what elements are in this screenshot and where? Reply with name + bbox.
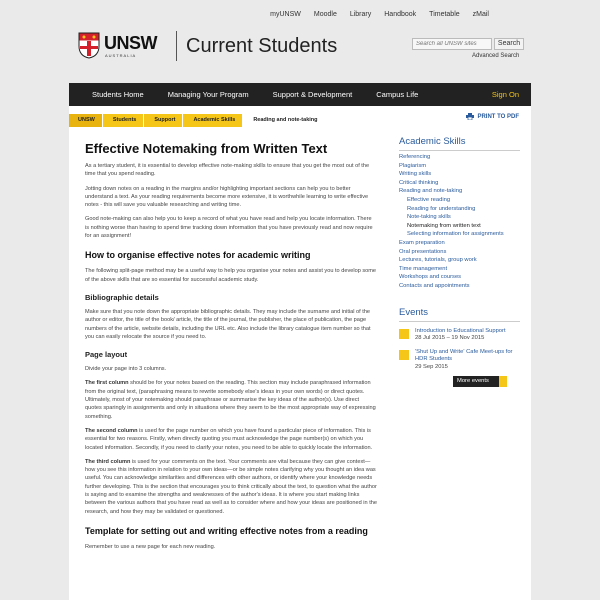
- sidebar-item-critical-thinking[interactable]: Critical thinking: [399, 179, 439, 186]
- event-item: [399, 349, 520, 372]
- event-title[interactable]: 'Shut Up and Write' Cafe Meet-ups for HDR Students: [415, 348, 513, 362]
- breadcrumb-current: Reading and note-taking: [243, 114, 324, 127]
- header-divider: [176, 31, 177, 61]
- intro-paragraph-2: Jotting down notes on a reading in the margins and/or highlighting important sections can help you to better understand a text. As your reading requirements become more extensive, it is worthwhile learning to write effective notes - this will save you valuable researching and writing time.: [85, 185, 369, 209]
- breadcrumb-academic-skills[interactable]: Academic Skills: [183, 114, 242, 127]
- sidebar-item-note-taking-skills[interactable]: Note-taking skills: [407, 214, 451, 221]
- site-title[interactable]: Current Students: [186, 35, 338, 57]
- first-column-paragraph: [85, 379, 377, 420]
- event-arrow-icon: [399, 329, 409, 339]
- sidebar-item-writing-skills[interactable]: Writing skills: [399, 171, 432, 178]
- printer-icon: [466, 113, 474, 120]
- sidebar-item-selecting-info[interactable]: Selecting information for assignments: [407, 231, 504, 238]
- template-paragraph: Remember to use a new page for each new reading.: [85, 543, 216, 550]
- sidebar-item-notemaking-written[interactable]: Notemaking from written text: [407, 222, 481, 229]
- search-input[interactable]: [412, 38, 492, 50]
- sidebar-item-lectures[interactable]: Lectures, tutorials, group work: [399, 257, 477, 264]
- page-body: [69, 106, 531, 600]
- second-column-paragraph: [85, 427, 377, 452]
- more-events-button[interactable]: More events: [453, 376, 507, 387]
- breadcrumb-students[interactable]: Students: [103, 114, 144, 127]
- main-content: [85, 136, 377, 551]
- sidebar-item-workshops[interactable]: Workshops and courses: [399, 274, 462, 281]
- search-button[interactable]: Search: [494, 38, 524, 50]
- toplink-handbook[interactable]: Handbook: [384, 11, 417, 18]
- nav-managing-program[interactable]: Managing Your Program: [167, 90, 249, 99]
- sidebar-title[interactable]: Academic Skills: [399, 136, 520, 151]
- second-column-text: is used for the page number on which you have found a particular piece of information. This is essential for two reasons. Firstly, when directly quoting you must acknowledge the page number(s) on which you located information. Secondly, if you need to clarify your notes, you need to be able to quickly locate the information.: [85, 427, 373, 451]
- third-column-text: is used for your comments on the text. Your comments are vital because they can give context—how you see this information in relation to your own ideas—or be simple notes clarifying why you thought an idea was useful. You can acknowledge similarities and differences with other authors, or identify where your knowledge needs further developing. This is the section that encourages you to think critically about the text, to question what the author is saying and to examine the strengths and weaknesses of the author's ideas. It is where you start making links between the various authors that you have read as well as to consider where and how your ideas are positioned in the research, and how they may be validated or questioned.: [85, 458, 377, 515]
- toplink-library[interactable]: Library: [349, 11, 372, 18]
- site-header: [72, 28, 530, 73]
- sidebar-nav: [399, 153, 520, 291]
- breadcrumb: [69, 114, 326, 127]
- events-title: Events: [399, 307, 520, 322]
- sidebar: [399, 136, 520, 387]
- intro-paragraph-1: As a tertiary student, it is essential to develop effective note-making skills to ensure that you get the most out of the time that you spend reading.: [85, 163, 370, 178]
- heading-how-to-organise: How to organise effective notes for academic writing: [85, 250, 311, 261]
- event-title[interactable]: Introduction to Educational Support: [415, 327, 506, 334]
- page-title: Effective Notemaking from Written Text: [85, 141, 328, 156]
- nav-campus-life[interactable]: Campus Life: [376, 90, 419, 99]
- layout-intro: Divide your page into 3 columns.: [85, 366, 167, 373]
- sign-on-link[interactable]: Sign On: [491, 90, 519, 99]
- nav-support-development[interactable]: Support & Development: [272, 90, 353, 99]
- toplink-zmail[interactable]: zMail: [472, 11, 489, 18]
- toplink-moodle[interactable]: Moodle: [313, 11, 337, 18]
- sidebar-item-reading-note-taking[interactable]: Reading and note-taking: [399, 188, 463, 195]
- second-column-label: The second column: [85, 427, 138, 434]
- utility-links: [257, 11, 489, 18]
- first-column-text: should be for your notes based on the reading. This section may include paraphrased information from the original text, (paraphrasing means to rewrite somebody else's ideas in your own words) or direct quotes. Ultimately, most of your notemaking should paraphrase or summarise the key ideas of the author(s). Use direct quotes sparingly in assignments and only in situations where they seem to be the most appropriate way of expressing something.: [85, 380, 376, 420]
- unsw-crest-icon[interactable]: [78, 32, 100, 59]
- event-date: 29 Sep 2015: [415, 363, 448, 370]
- heading-template: Template for setting out and writing effective notes from a reading: [85, 525, 368, 536]
- event-date: 28 Jul 2015 – 19 Nov 2015: [415, 335, 485, 341]
- sidebar-item-plagiarism[interactable]: Plagiarism: [399, 162, 427, 169]
- logo-subtitle: AUSTRALIA: [105, 53, 137, 58]
- third-column-paragraph: [85, 458, 377, 516]
- sidebar-item-exam-prep[interactable]: Exam preparation: [399, 239, 445, 246]
- sidebar-item-effective-reading[interactable]: Effective reading: [407, 196, 451, 203]
- breadcrumb-unsw[interactable]: UNSW: [69, 114, 102, 127]
- sidebar-item-reading-understanding[interactable]: Reading for understanding: [407, 205, 476, 212]
- how-paragraph: The following split-page method may be a useful way to help you organise your notes and assist you to develop some of the above skills that are so essential for successful academic study.: [85, 268, 377, 283]
- intro-paragraph-3: Good note-making can also help you to keep a record of what you have read and help you locate information. There is nothing worse than having to spend time tracking down information that you have previously read and now require for an assignment!: [85, 216, 373, 240]
- toplink-myunsw[interactable]: myUNSW: [270, 11, 301, 18]
- sidebar-item-referencing[interactable]: Referencing: [399, 154, 431, 160]
- advanced-search-link[interactable]: Advanced Search: [472, 53, 520, 59]
- sidebar-item-contacts[interactable]: Contacts and appointments: [399, 282, 470, 289]
- toplink-timetable[interactable]: Timetable: [429, 11, 460, 18]
- print-label: PRINT TO PDF: [477, 113, 519, 120]
- event-arrow-icon: [399, 350, 409, 360]
- first-column-label: The first column: [85, 380, 129, 387]
- sidebar-item-time-management[interactable]: Time management: [399, 265, 448, 272]
- third-column-label: The third column: [85, 458, 131, 465]
- print-to-pdf-link[interactable]: [466, 113, 519, 120]
- nav-students-home[interactable]: Students Home: [92, 90, 144, 99]
- event-item: [399, 328, 520, 343]
- heading-page-layout: Page layout: [85, 350, 128, 360]
- biblio-paragraph: Make sure that you note down the appropriate bibliographic details. They may include the surname and initial of the author or editor, the title of the book/ article, the title of the journal, the publisher, the place of publication, the page numbers of the article, website details, including the URL etc. Also include the library catalogue item number so that you can easily relocate the source if you need to.: [85, 308, 371, 340]
- logo-wordmark[interactable]: UNSW: [104, 33, 157, 53]
- main-nav: [69, 83, 531, 106]
- breadcrumb-support[interactable]: Support: [144, 114, 182, 127]
- heading-bibliographic: Bibliographic details: [85, 292, 159, 302]
- sidebar-item-oral-presentations[interactable]: Oral presentations: [399, 248, 447, 255]
